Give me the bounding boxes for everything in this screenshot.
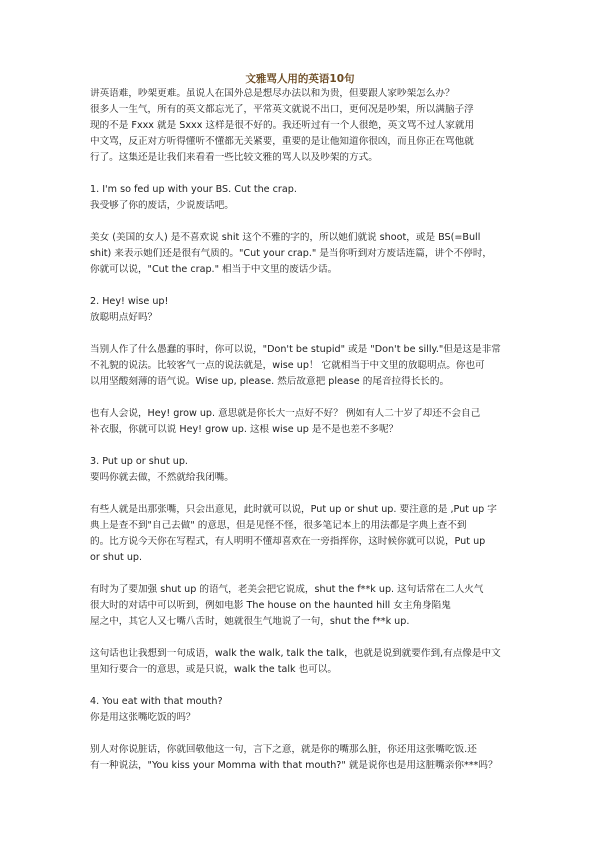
section-2-body-line-3: 以用坚酸刻薄的语气说。Wise up, please. 然后故意把 please 的尾音拉得长长的。 <box>90 376 450 387</box>
section-2-heading: 2. Hey! wise up! <box>90 296 169 307</box>
section-3-body-line-1: 有些人就是出那张嘴，只会出意见，此时就可以说，Put up or shut up. 要注意的是 ,Put up 字 <box>90 504 497 515</box>
section-3-heading: 3. Put up or shut up. <box>90 456 188 467</box>
intro-line-2: 很多人一生气，所有的英文都忘光了，平常英文就说不出口，更何况是吵架，所以满脑子浮 <box>90 104 474 115</box>
section-3-body-line-6: 很大时的对话中可以听到，例如电影 The house on the haunted hill 女主角身陷鬼 <box>90 600 451 611</box>
section-4-body-line-2: 有一种说法，"You kiss your Momma with that mouth?" 就是说你也是用这脏嘴亲你***吗？ <box>90 760 498 771</box>
section-2-body-line-5: 补衣服，你就可以说 Hey! grow up. 这根 wise up 是不是也差不多呢？ <box>90 424 399 435</box>
section-3-body-line-9: 里知行要合一的意思，或是只说，walk the talk 也可以。 <box>90 664 337 675</box>
section-4-body-line-1: 别人对你说脏话，你就回敬他这一句，言下之意，就是你的嘴那么脏，你还用这张嘴吃饭.还 <box>90 744 477 755</box>
section-3-body-line-2: 典上是查不到"自己去做" 的意思，但是见怪不怪，很多笔记本上的用法都是字典上查不到 <box>90 520 467 531</box>
section-3-body-line-8: 这句话也让我想到一句成语，walk the walk, talk the talk，也就是说到就要作到,有点像是中文 <box>90 648 501 659</box>
intro-line-1: 讲英语难，吵架更难。虽说人在国外总是想尽办法以和为贵，但要跟人家吵架怎么办？ <box>90 88 455 99</box>
section-1-body-line-2: shit) 来表示她们还是很有气质的。"Cut your crap." 是当你听到对方废话连篇，讲个不停时， <box>90 248 493 259</box>
section-3-body-line-4: or shut up. <box>90 552 143 563</box>
section-2-body-line-4: 也有人会说，Hey! grow up. 意思就是你长大一点好不好？ 例如有人二十岁了却还不会自己 <box>90 408 481 419</box>
section-2-body-line-2: 不礼貌的说法。比较客气一点的说法就是，wise up！ 它就相当于中文里的放聪明点。你也可 <box>90 360 485 371</box>
section-3-translation: 要吗你就去做，不然就给我闭嘴。 <box>90 472 234 483</box>
section-3-body-line-5: 有时为了要加强 shut up 的语气，老美会把它说成，shut the f**k up. 这句话常在二人火气 <box>90 584 484 595</box>
section-1-body-line-3: 你就可以说，"Cut the crap." 相当于中文里的废话少话。 <box>90 264 338 275</box>
section-3-body-line-7: 屋之中，其它人又七嘴八舌时，她就很生气地说了一句，shut the f**k up. <box>90 616 410 627</box>
section-1-heading: 1. I'm so fed up with your BS. Cut the crap. <box>90 184 297 195</box>
page-title: 文雅骂人用的英语10句 <box>245 73 355 85</box>
intro-line-5: 行了。这集还是让我们来看看一些比较文雅的骂人以及吵架的方式。 <box>90 152 378 163</box>
intro-line-4: 中文骂，反正对方听得懂听不懂都无关紧要，重要的是让他知道你很凶，而且你正在骂他就 <box>90 136 474 147</box>
section-4-translation: 你是用这张嘴吃饭的吗？ <box>90 712 196 723</box>
section-1-translation: 我受够了你的废话，少说废话吧。 <box>90 200 234 211</box>
section-3-body-line-3: 的。比方说今天你在写程式，有人明明不懂却喜欢在一旁指挥你，这时候你就可以说，Put up <box>90 536 486 547</box>
section-2-translation: 放聪明点好吗？ <box>90 312 158 323</box>
intro-line-3: 现的不是 Fxxx 就是 Sxxx 这样是很不好的。我还听过有一个人很绝，英文骂不过人家就用 <box>90 120 475 131</box>
section-1-body-line-1: 美女 (美国的女人) 是不喜欢说 shit 这个不雅的字的，所以她们就说 shoot，或是 BS(=Bull <box>90 232 481 243</box>
section-4-heading: 4. You eat with that mouth? <box>90 696 223 707</box>
section-2-body-line-1: 当别人作了什么愚蠢的事时，你可以说，"Don't be stupid" 或是 "Don't be silly."但是这是非常 <box>90 344 501 355</box>
